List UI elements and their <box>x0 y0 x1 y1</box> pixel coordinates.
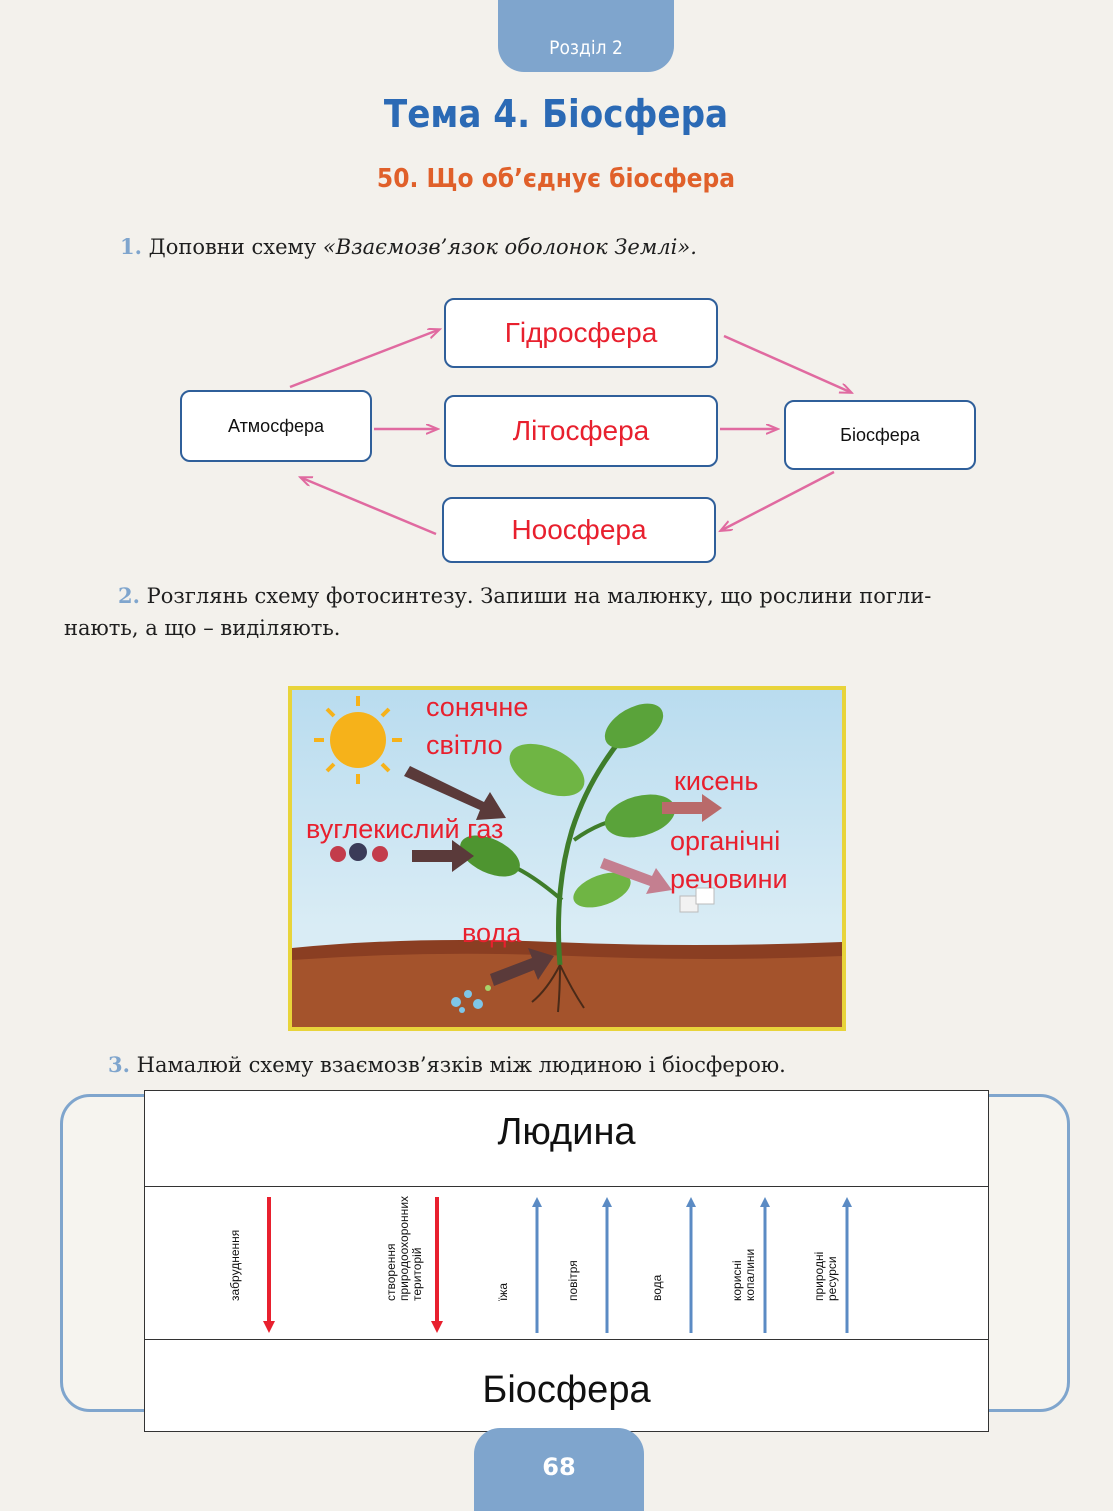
topic-title: Тема 4. Біосфера <box>383 92 729 136</box>
relation-arrow-label: створення природоохоронних територій <box>384 1195 424 1301</box>
photosynthesis-illustration <box>288 686 846 1031</box>
arrow-bio-to-noo <box>722 472 834 530</box>
page-number <box>474 1428 644 1511</box>
human-label: Людина <box>497 1111 636 1153</box>
arrow-atmo-to-hydro <box>290 330 438 387</box>
relation-arrow-label: корисні копалини <box>730 1248 757 1301</box>
relation-arrow-0 <box>263 1197 275 1333</box>
label-co2: вуглекислий газ <box>306 814 504 844</box>
relation-arrow-3 <box>602 1197 612 1333</box>
node-hydrosphere-label: Гідросфера <box>504 317 658 348</box>
human-biosphere-scheme <box>144 1090 989 1432</box>
label-organic: органічні речовини <box>670 826 788 894</box>
relation-arrow-label: їжа <box>496 1282 510 1301</box>
task3-number: 3. <box>108 1052 130 1077</box>
node-atmosphere-label: Атмосфера <box>227 415 325 436</box>
arrow-noo-to-atmo <box>302 478 436 534</box>
task2-number: 2. <box>118 583 140 608</box>
relation-arrow-5 <box>760 1197 770 1333</box>
label-water: вода <box>462 918 522 948</box>
task1-text: Доповни схему <box>148 235 317 259</box>
task2-prompt <box>64 580 1054 644</box>
relation-arrow-2 <box>532 1197 542 1333</box>
biosphere-label: Біосфера <box>482 1369 651 1411</box>
label-oxygen: кисень <box>674 766 759 796</box>
task2-text-line2: нають, а що – виділяють. <box>64 616 341 640</box>
task2-text-line1: Розглянь схему фотосинтезу. Запиши на малюнку, що рослини погли- <box>146 584 932 608</box>
relation-arrow-label: природні ресурси <box>812 1251 839 1301</box>
node-noosphere <box>442 497 716 563</box>
paragraph-title: 50. Що об’єднує біосфера <box>376 164 736 194</box>
arrow-hydro-to-bio <box>724 336 850 392</box>
task3-prompt <box>108 1052 786 1077</box>
label-sunlight: сонячне світло <box>426 692 529 760</box>
task1-number: 1. <box>120 234 142 259</box>
relation-arrow-label: забруднення <box>228 1229 242 1301</box>
chapter-label: Розділ 2 <box>549 37 623 59</box>
node-hydrosphere <box>444 298 718 368</box>
node-biosphere-label: Біосфера <box>840 424 920 445</box>
node-atmosphere <box>180 390 372 462</box>
task1-scheme-title: «Взаємозв’язок оболонок Землі». <box>322 235 697 259</box>
relation-arrow-1 <box>431 1197 443 1333</box>
node-lithosphere-label: Літосфера <box>512 415 650 446</box>
relation-arrow-label: вода <box>650 1274 664 1301</box>
sun-icon <box>314 696 402 784</box>
relation-arrow-label: повітря <box>566 1260 580 1301</box>
relation-arrow-4 <box>686 1197 696 1333</box>
node-noosphere-label: Ноосфера <box>511 514 647 545</box>
task3-text: Намалюй схему взаємозв’язків між людиною і біосферою. <box>136 1053 786 1077</box>
relation-arrow-6 <box>842 1197 852 1333</box>
node-lithosphere <box>444 395 718 467</box>
page-number-label: 68 <box>542 1453 576 1481</box>
node-biosphere <box>784 400 976 470</box>
